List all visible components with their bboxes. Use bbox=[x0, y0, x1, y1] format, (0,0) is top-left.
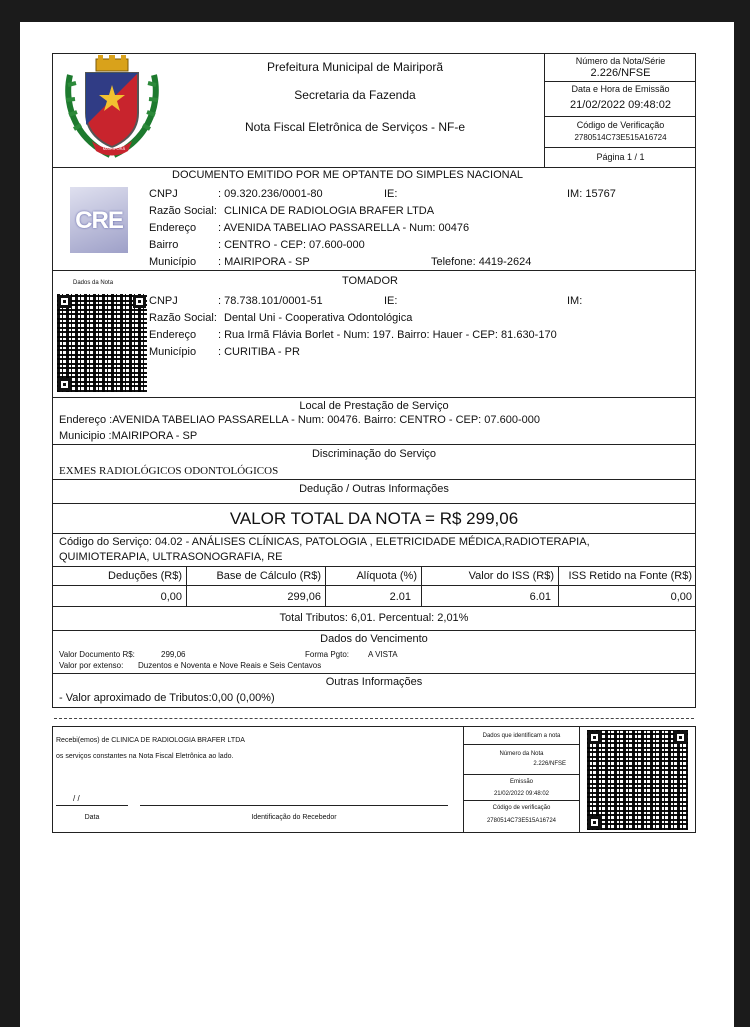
valores-table-rule bbox=[52, 585, 696, 586]
prestador-im: IM: 15767 bbox=[567, 188, 616, 200]
prestador-municipio: : MAIRIPORA - SP bbox=[218, 256, 310, 268]
aliquota-value: 2.01 bbox=[389, 591, 411, 603]
outras-informacoes-title: Outras Informações bbox=[325, 676, 423, 688]
recibo-line2: os serviços constantes na Nota Fiscal Eletrônica ao lado. bbox=[56, 753, 234, 760]
header-secretaria: Secretaria da Fazenda bbox=[294, 88, 416, 102]
prestador-ie-label: IE: bbox=[384, 188, 398, 200]
valor-documento-label: Valor Documento R$: bbox=[59, 650, 135, 659]
valor-iss-value: 6.01 bbox=[529, 591, 551, 603]
aliquota-header: Alíquota (%) bbox=[356, 570, 417, 582]
header-nfe-title: Nota Fiscal Eletrônica de Serviços - NF-e bbox=[244, 120, 466, 134]
recibo-data-label: Data bbox=[84, 814, 100, 821]
valor-extenso-label: Valor por extenso: bbox=[59, 661, 124, 670]
recibo-rule bbox=[463, 800, 579, 801]
recibo-emissao-value: 21/02/2022 09:48:02 bbox=[493, 791, 550, 797]
numero-nota-value: 2.226/NFSE bbox=[590, 67, 651, 79]
valor-iss-header: Valor do ISS (R$) bbox=[468, 570, 554, 582]
header-rule bbox=[544, 116, 696, 117]
tomador-cnpj-label: CNPJ bbox=[149, 295, 178, 307]
tomador-cnpj: : 78.738.101/0001-51 bbox=[218, 295, 323, 307]
prestador-endereco: : AVENIDA TABELIAO PASSARELLA - Num: 00476 bbox=[218, 222, 470, 234]
base-calculo-value: 299,06 bbox=[287, 591, 321, 603]
valor-total-nota: VALOR TOTAL DA NOTA = R$ 299,06 bbox=[229, 509, 519, 528]
codigo-servico-line1: Código do Serviço: 04.02 - ANÁLISES CLÍNICAS, PATOLOGIA , ELETRICIDADE MÉDICA,RADIOTERAPIA, bbox=[59, 536, 590, 548]
valores-col-divider bbox=[558, 566, 559, 607]
pagina-indicator: Página 1 / 1 bbox=[596, 152, 645, 162]
header-prefeitura: Prefeitura Municipal de Mairiporã bbox=[266, 60, 444, 74]
invoice-page bbox=[20, 22, 734, 1027]
valores-col-divider bbox=[421, 566, 422, 607]
prestador-cnpj-label: CNPJ bbox=[149, 188, 178, 200]
forma-pgto: A VISTA bbox=[368, 650, 398, 659]
codigo-verificacao-value: 2780514C73E515A16724 bbox=[574, 133, 667, 142]
recibo-data-slashes: / / bbox=[73, 794, 80, 803]
deducao-title: Dedução / Outras Informações bbox=[299, 483, 449, 495]
tomador-title: TOMADOR bbox=[341, 275, 399, 287]
prestador-bairro-label: Bairro bbox=[149, 239, 179, 251]
numero-nota-label: Número da Nota/Série bbox=[575, 56, 666, 66]
tomador-endereco-label: Endereço bbox=[149, 329, 197, 341]
cut-line bbox=[54, 718, 694, 719]
tomador-municipio: : CURITIBA - PR bbox=[218, 346, 300, 358]
prestador-cnpj: : 09.320.236/0001-80 bbox=[218, 188, 323, 200]
base-calculo-header: Base de Cálculo (R$) bbox=[216, 570, 321, 582]
simples-nacional-banner: DOCUMENTO EMITIDO POR ME OPTANTE DO SIMPLES NACIONAL bbox=[172, 169, 524, 181]
iss-retido-value: 0,00 bbox=[670, 591, 692, 603]
recibo-codigo-value: 2780514C73E515A16724 bbox=[486, 818, 557, 824]
valor-documento: 299,06 bbox=[161, 650, 186, 659]
header-rule bbox=[544, 81, 696, 82]
emissao-value: 21/02/2022 09:48:02 bbox=[570, 99, 671, 111]
total-tributos: Total Tributos: 6,01. Percentual: 2,01% bbox=[279, 612, 469, 624]
discriminacao-text: EXMES RADIOLÓGICOS ODONTOLÓGICOS bbox=[59, 465, 279, 477]
valores-col-divider bbox=[325, 566, 326, 607]
tomador-im: IM: bbox=[567, 295, 583, 307]
recibo-numero-value: 2.226/NFSE bbox=[533, 761, 566, 767]
tomador-ie-label: IE: bbox=[384, 295, 398, 307]
recibo-qr-code bbox=[587, 730, 688, 830]
forma-pgto-label: Forma Pgto: bbox=[305, 650, 350, 659]
recibo-codigo-label: Código de verificação bbox=[492, 805, 551, 811]
nota-qr-code bbox=[57, 294, 147, 392]
tomador-municipio-label: Município bbox=[149, 346, 197, 358]
valores-col-divider bbox=[186, 566, 187, 607]
prestador-logo-text: CRE bbox=[75, 207, 123, 234]
recibo-rule bbox=[463, 744, 579, 745]
local-prestacao-title: Local de Prestação de Serviço bbox=[299, 400, 449, 412]
recibo-data-line bbox=[56, 805, 128, 806]
recibo-divider bbox=[579, 726, 580, 833]
recibo-ident-label: Identificação do Recebedor bbox=[251, 814, 337, 821]
dados-da-nota-label: Dados da Nota bbox=[73, 280, 114, 286]
codigo-verificacao-label: Código de Verificação bbox=[576, 120, 665, 130]
local-prestacao-municipio: Municipio :MAIRIPORA - SP bbox=[59, 430, 198, 442]
local-prestacao-endereco: Endereço :AVENIDA TABELIAO PASSARELLA - Num: 00476. Bairro: CENTRO - CEP: 07.600-000 bbox=[59, 414, 540, 426]
recibo-line1: Recebi(emos) de CLINICA DE RADIOLOGIA BRAFER LTDA bbox=[56, 737, 245, 744]
header-rule bbox=[544, 147, 696, 148]
tomador-endereco: : Rua Irmã Flávia Borlet - Num: 197. Bairro: Hauer - CEP: 81.630-170 bbox=[218, 329, 557, 341]
recibo-numero-label: Número da Nota bbox=[499, 751, 544, 757]
prestador-endereco-label: Endereço bbox=[149, 222, 197, 234]
codigo-servico-line2: QUIMIOTERAPIA, ULTRASONOGRAFIA, RE bbox=[59, 551, 283, 563]
tomador-razao: Dental Uni - Cooperativa Odontológica bbox=[224, 312, 413, 324]
recibo-rule bbox=[463, 774, 579, 775]
recibo-ident-line bbox=[140, 805, 448, 806]
valor-aproximado-tributos: - Valor aproximado de Tributos:0,00 (0,00%) bbox=[59, 692, 275, 704]
prestador-municipio-label: Município bbox=[149, 256, 197, 268]
tomador-razao-label: Razão Social: bbox=[149, 312, 217, 324]
prestador-razao-label: Razão Social: bbox=[149, 205, 217, 217]
recibo-emissao-label: Emissão bbox=[509, 779, 533, 785]
coat-of-arms-banner: MAIRIPORÃ bbox=[102, 146, 126, 151]
recibo-dados-label: Dados que identificam a nota bbox=[482, 733, 561, 739]
prestador-bairro: : CENTRO - CEP: 07.600-000 bbox=[218, 239, 365, 251]
prestador-logo bbox=[70, 187, 128, 253]
deducoes-header: Deduções (R$) bbox=[108, 570, 182, 582]
iss-retido-header: ISS Retido na Fonte (R$) bbox=[568, 570, 692, 582]
emissao-label: Data e Hora de Emissão bbox=[571, 84, 670, 94]
vencimento-title: Dados do Vencimento bbox=[320, 633, 428, 645]
deducoes-value: 0,00 bbox=[160, 591, 182, 603]
discriminacao-title: Discriminação do Serviço bbox=[311, 448, 437, 460]
prestador-razao: CLINICA DE RADIOLOGIA BRAFER LTDA bbox=[224, 205, 435, 217]
prestador-telefone: Telefone: 4419-2624 bbox=[431, 256, 532, 268]
valor-extenso: Duzentos e Noventa e Nove Reais e Seis Centavos bbox=[138, 661, 322, 670]
